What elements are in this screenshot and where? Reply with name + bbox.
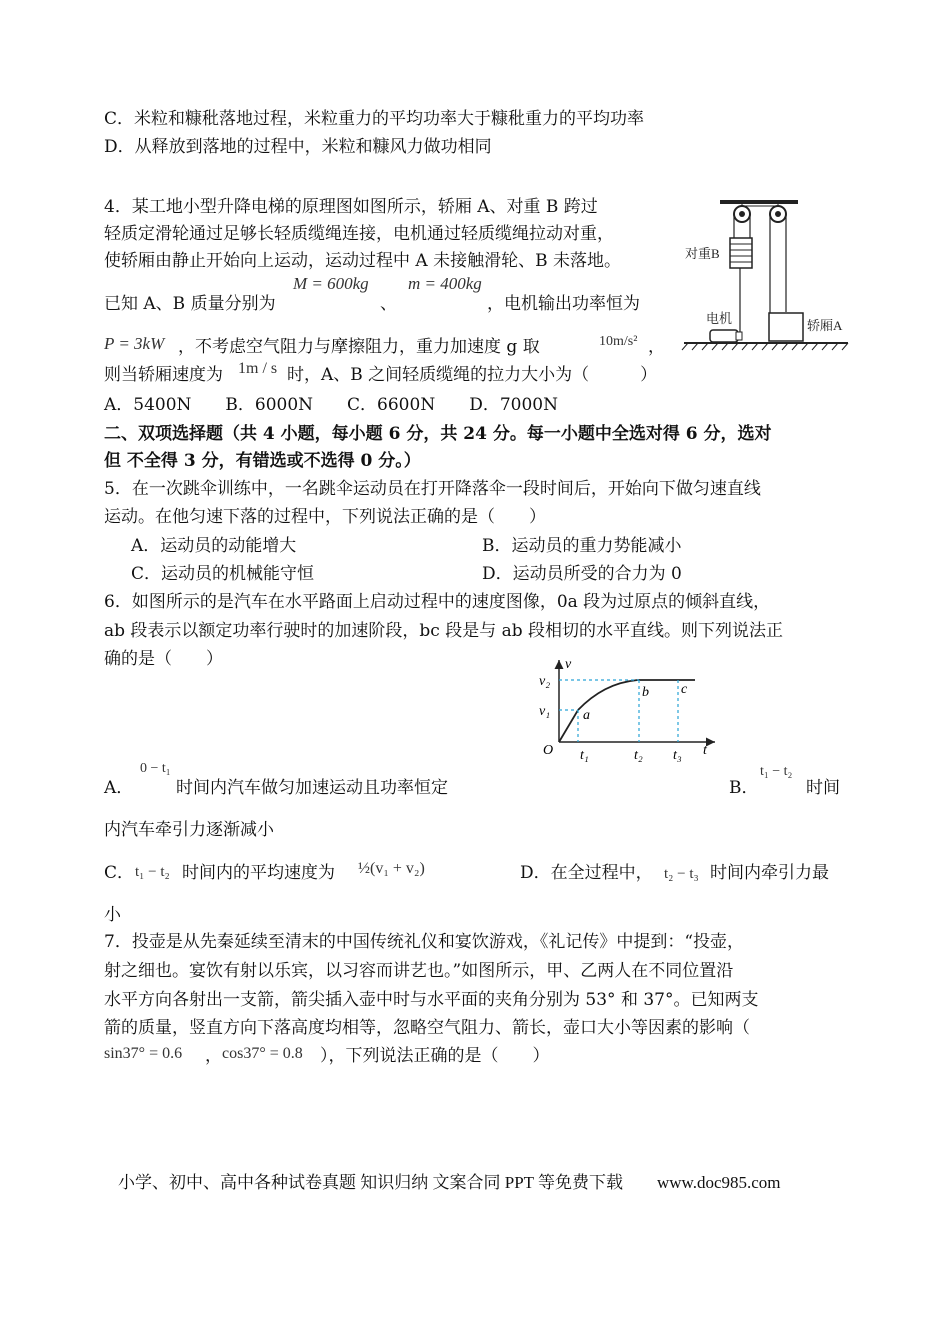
- q4-comma: ，: [648, 337, 665, 357]
- q6-line-3: 确的是（ ）: [104, 649, 223, 669]
- label-v1: v₁: [539, 704, 551, 719]
- q7-line-3: 水平方向各射出一支箭，箭尖插入壶中时与水平面的夹角分别为 53° 和 37°。已知两支: [104, 990, 759, 1010]
- q7-line-2: 射之细也。宴饮有射以乐宾，以习容而讲艺也。”如图所示，甲、乙两人在不同位置沿: [104, 961, 734, 981]
- label-origin: O: [543, 743, 554, 758]
- q7-line-4: 箭的质量，竖直方向下落高度均相等，忽略空气阻力、箭长，壶口大小等因素的影响（: [104, 1018, 750, 1038]
- vt-graph: [535, 656, 725, 766]
- q4-line-4: [104, 293, 276, 315]
- q4-line-1: 4．某工地小型升降电梯的原理图如图所示，轿厢 A、对重 B 跨过: [104, 197, 598, 217]
- q4-mass-m: m = 400kg: [408, 274, 482, 293]
- vt-curve: [559, 680, 695, 742]
- q4-mass-M: M = 600kg: [293, 274, 369, 293]
- q6-option-d-prefix: D．在全过程中，: [520, 863, 653, 883]
- label-t: t: [703, 743, 707, 758]
- q7-line-5: ），下列说法正确的是（ ）: [320, 1046, 550, 1066]
- motor: [710, 330, 738, 342]
- cabin-A: [769, 313, 803, 341]
- q7-cos-value: cos37° = 0.8: [222, 1045, 303, 1062]
- label-v: v: [565, 657, 572, 672]
- label-counterweight-B: 对重B: [685, 246, 720, 261]
- q4-options: A．5400N B．6000N C．6600N D．7000N: [104, 395, 558, 415]
- label-motor: 电机: [706, 311, 733, 326]
- q4-velocity: 1m / s: [238, 360, 278, 377]
- label-t3: t₃: [673, 748, 682, 763]
- page-footer: 小学、初中、高中各种试卷真题 知识归纳 文案合同 PPT 等免费下载 www.doc985.com: [118, 1173, 781, 1192]
- q5-option-c: C．运动员的机械能守恒: [131, 564, 315, 584]
- q6-option-d-cont: 小: [104, 905, 121, 925]
- q6-option-b-prefix: B．: [729, 778, 759, 798]
- q4-line-3: 使轿厢由静止开始向上运动，运动过程中 A 未接触滑轮、B 未落地。: [104, 251, 621, 271]
- label-t1: t₁: [580, 748, 589, 763]
- label-v2: v₂: [539, 674, 551, 689]
- q5-line-1: 5．在一次跳伞训练中，一名跳伞运动员在打开降落伞一段时间后，开始向下做匀速直线: [104, 479, 761, 499]
- q3-option-d: D．从释放到落地的过程中，米粒和糠风力做功相同: [104, 137, 492, 157]
- q5-option-b: B．运动员的重力势能减小: [482, 536, 682, 556]
- q6-option-c-prefix: C．: [104, 863, 135, 883]
- q6-line-1: 6．如图所示的是汽车在水平路面上启动过程中的速度图像，0a 段为过原点的倾斜直线，: [104, 592, 771, 612]
- q6-option-c-math: t₁ − t₂: [135, 864, 170, 880]
- q6-option-a-text: 时间内汽车做匀加速运动且功率恒定: [176, 778, 448, 798]
- q4-power-P: P = 3kW: [104, 334, 165, 353]
- q6-option-b-text: 时间: [806, 778, 840, 798]
- q7-sin-value: sin37° = 0.6: [104, 1045, 183, 1062]
- q6-option-c-text: 时间内的平均速度为: [182, 863, 335, 883]
- label-cabin-A: 轿厢A: [807, 318, 843, 333]
- q4-line-2: 轻质定滑轮通过足够长轻质缆绳连接，电机通过轻质缆绳拉动对重，: [104, 224, 614, 244]
- label-b: b: [642, 685, 649, 700]
- section-2-heading-1: 二、双项选择题（共 4 小题，每小题 6 分，共 24 分。每一小题中全选对得 6 分，选对: [104, 424, 772, 444]
- q5-line-2: 运动。在他匀速下落的过程中，下列说法正确的是（ ）: [104, 507, 546, 527]
- q7-comma: ，: [205, 1046, 222, 1066]
- label-c: c: [681, 682, 688, 697]
- q6-option-b-cont: 内汽车牵引力逐渐减小: [104, 820, 274, 840]
- q3-option-c: C．米粒和糠秕落地过程，米粒重力的平均功率大于糠秕重力的平均功率: [104, 109, 645, 129]
- q4-separator: 、: [380, 294, 397, 314]
- q6-line-2: ab 段表示以额定功率行驶时的加速阶段，bc 段是与 ab 段相切的水平直线。则下列说法正: [104, 621, 784, 641]
- q6-option-b-math: t₁ − t₂: [760, 764, 793, 779]
- counterweight-B: [730, 238, 752, 268]
- label-a: a: [583, 708, 590, 723]
- q7-line-1: 7．投壶是从先秦延续至清末的中国传统礼仪和宴饮游戏，《礼记传》中提到：“投壶，: [104, 932, 745, 952]
- q5-option-d: D．运动员所受的合力为 0: [482, 564, 682, 584]
- q4-line-5: ，不考虑空气阻力与摩擦阻力，重力加速度 g 取: [178, 337, 540, 357]
- elevator-figure: [676, 192, 858, 354]
- q4-line-6b: 时，A、B 之间轻质缆绳的拉力大小为（ ）: [287, 365, 658, 385]
- q6-option-a-math: 0 − t₁: [140, 761, 171, 776]
- q6-option-c-fraction: ½(v₁ + v₂): [358, 860, 425, 877]
- ceiling-beam: [720, 200, 798, 204]
- q6-option-d-math: t₂ − t₃: [664, 866, 699, 882]
- q6-option-a-prefix: A．: [104, 778, 134, 798]
- q4-gravity: 10m/s²: [599, 334, 638, 349]
- section-2-heading-2: 但 不全得 3 分，有错选或不选得 0 分。）: [104, 451, 421, 471]
- q5-option-a: A．运动员的动能增大: [131, 536, 297, 556]
- q4-line-6a: 则当轿厢速度为: [104, 365, 223, 385]
- label-t2: t₂: [634, 748, 643, 763]
- q4-power-text: ，电机输出功率恒为: [487, 294, 640, 314]
- q4-line-4-text: 已知 A、B 质量分别为: [104, 294, 276, 314]
- q6-option-d-text: 时间内牵引力最: [710, 863, 829, 883]
